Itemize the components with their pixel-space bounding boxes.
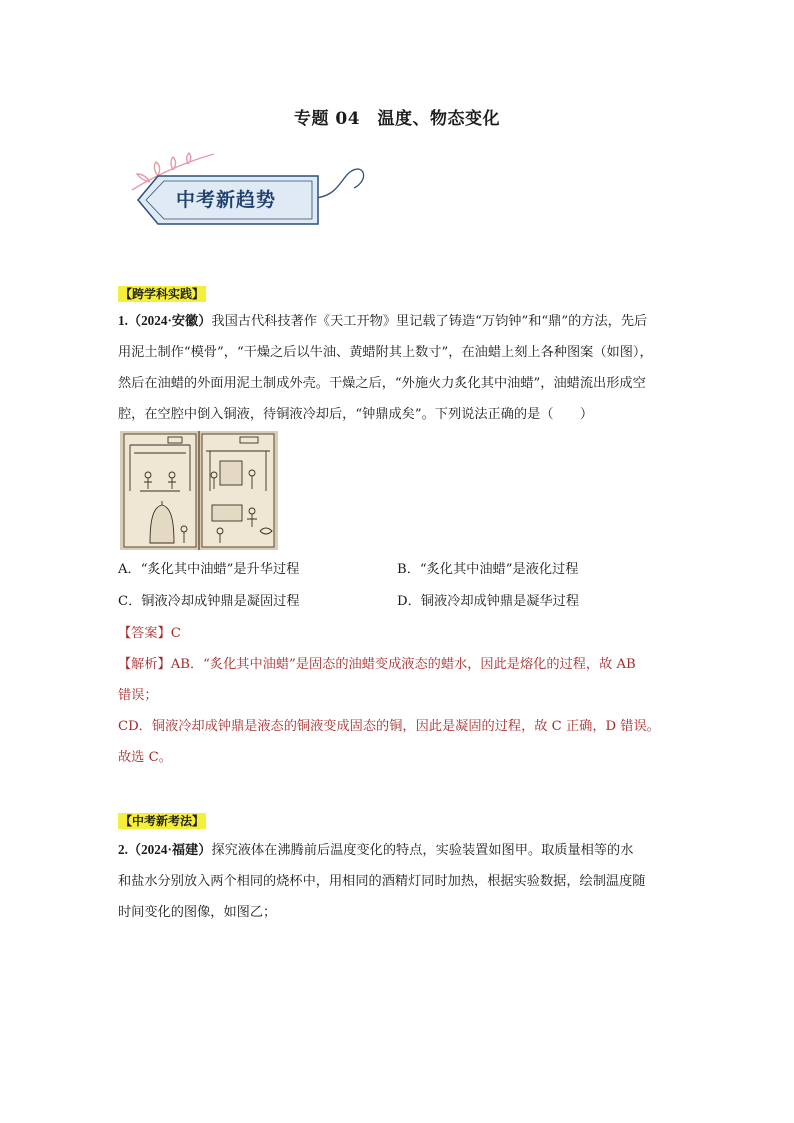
question-1-line-4: 腔，在空腔中倒入铜液，待铜液冷却后，“钟鼎成矣”。下列说法正确的是（ ） xyxy=(118,407,594,422)
question-2-line-2: 和盐水分别放入两个相同的烧杯中，用相同的酒精灯同时加热，根据实验数据，绘制温度随 xyxy=(118,874,646,889)
question-source: （2024·福建） xyxy=(127,842,212,857)
page-title: 专题 04 温度、物态变化 xyxy=(293,109,501,129)
question-1-line-3: 然后在油蜡的外面用泥土制成外壳。干燥之后，“外施火力炙化其中油蜡”，油蜡流出形成空 xyxy=(118,376,646,391)
answer-label: 【答案】 xyxy=(118,626,171,641)
option-c: C．铜液冷却成钟鼎是凝固过程 xyxy=(118,594,300,609)
option-d: D．铜液冷却成钟鼎是凝华过程 xyxy=(397,594,580,609)
answer-value: C xyxy=(170,626,181,641)
question-2-line-3: 时间变化的图像，如图乙； xyxy=(118,905,277,920)
analysis-line-2: 错误； xyxy=(118,688,158,703)
option-a: A．“炙化其中油蜡”是升华过程 xyxy=(118,562,300,577)
analysis-line-4: 故选 C。 xyxy=(118,750,172,765)
banner-label: 中考新趋势 xyxy=(176,189,277,211)
analysis-line-3: CD．铜液冷却成钟鼎是液态的铜液变成固态的铜，因此是凝固的过程，故 C 正确，D 错误。 xyxy=(118,719,660,734)
question-2 xyxy=(118,834,683,928)
section-banner xyxy=(118,150,378,246)
analysis-label: 【解析】 xyxy=(118,657,171,672)
squiggle-decoration xyxy=(316,169,364,198)
tiangong-kaiwu-illustration xyxy=(120,431,278,550)
question-source: （2024·安徽） xyxy=(127,313,212,328)
question-1-line-2: 用泥土制作“模骨”，“干燥之后以牛油、黄蜡附其上数寸”，在油蜡上刻上各种图案（如图）， xyxy=(118,345,653,360)
option-b: B．“炙化其中油蜡”是液化过程 xyxy=(397,562,579,577)
question-1-line-1: 我国古代科技著作《天工开物》里记载了铸造“万钧钟”和“鼎”的方法，先后 xyxy=(211,314,648,329)
question-number: 1. xyxy=(118,313,128,328)
section-tag-interdisciplinary: 【跨学科实践】 xyxy=(120,287,205,301)
question-number: 2. xyxy=(118,842,128,857)
question-1 xyxy=(118,305,683,430)
answer-block xyxy=(118,618,683,773)
question-2-line-1: 探究液体在沸腾前后温度变化的特点，实验装置如图甲。取质量相等的水 xyxy=(211,843,634,858)
analysis-line-1: AB．“炙化其中油蜡”是固态的油蜡变成液态的蜡水，因此是熔化的过程，故 AB xyxy=(170,657,636,672)
section-tag-new-method: 【中考新考法】 xyxy=(120,814,205,828)
